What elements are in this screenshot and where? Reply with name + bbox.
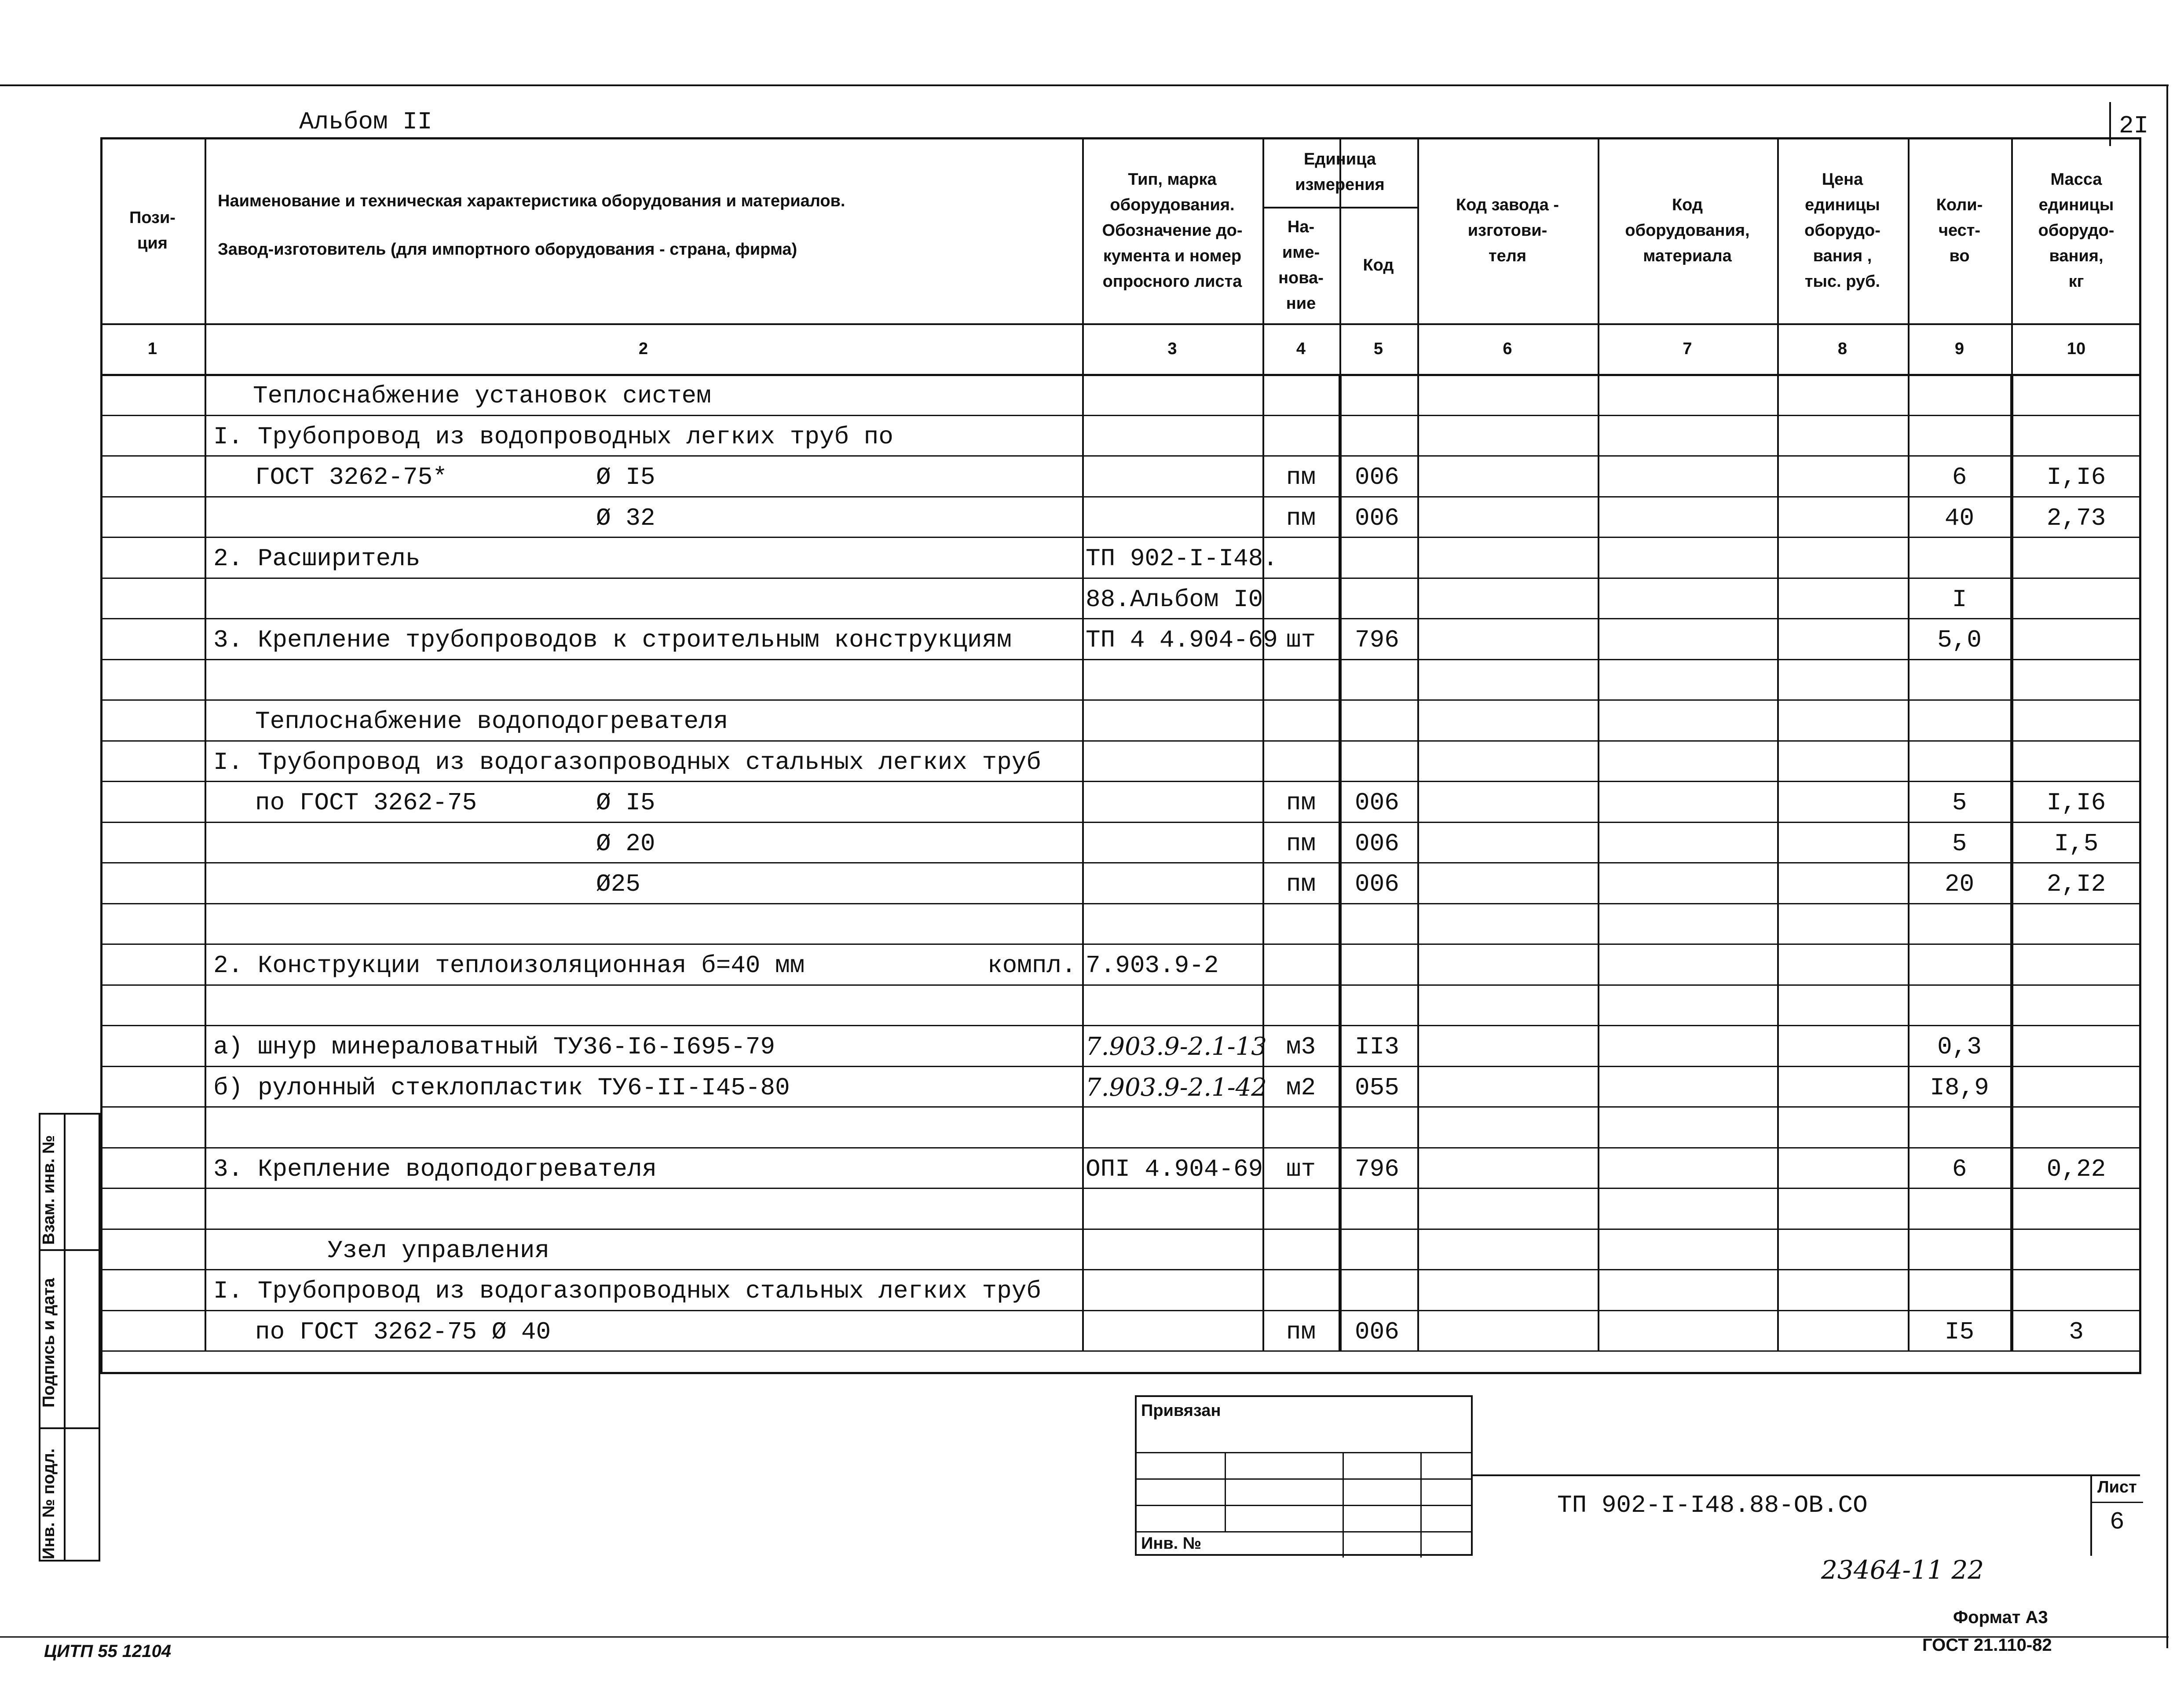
row-name: б) рулонный стеклопластик ТУ6-II-I45-80 bbox=[213, 1073, 790, 1102]
stamp-block bbox=[1135, 1395, 1473, 1556]
column-number-2: 2 bbox=[638, 339, 648, 358]
row-unit: м3 bbox=[1286, 1033, 1316, 1061]
sheet-box bbox=[2090, 1474, 2141, 1556]
header-quantity: Коли- чест- во bbox=[1936, 195, 1983, 265]
row-diameter: Ø I5 bbox=[596, 789, 655, 817]
header-position: Пози- ция bbox=[129, 208, 176, 252]
table-row bbox=[100, 659, 2141, 700]
row-mass: I,I6 bbox=[2046, 463, 2106, 491]
table-row bbox=[100, 1106, 2141, 1147]
column-number-6: 6 bbox=[1503, 339, 1512, 358]
row-unit-note: компл. bbox=[988, 951, 1076, 980]
header-unit-code: Код bbox=[1363, 256, 1394, 274]
row-type: ТП 902-I-I48. bbox=[1086, 545, 1278, 573]
row-code: 006 bbox=[1355, 504, 1399, 532]
page-corner-number: 2I bbox=[2119, 112, 2149, 140]
row-name: ГОСТ 3262-75* bbox=[255, 463, 447, 491]
side-label-inv: Инв. № подл. bbox=[40, 1448, 58, 1559]
row-quantity: I8,9 bbox=[1930, 1073, 1989, 1102]
row-name: Теплоснабжение водоподогревателя bbox=[255, 707, 728, 735]
row-unit: шт bbox=[1286, 626, 1316, 654]
row-type: ОПI 4.904-69 bbox=[1086, 1155, 1263, 1183]
table-row bbox=[100, 984, 2141, 1025]
album-label: Альбом II bbox=[299, 108, 432, 136]
sheet-label: Лист bbox=[2097, 1478, 2137, 1496]
row-code: 796 bbox=[1355, 1155, 1399, 1183]
gost-label: ГОСТ 21.110-82 bbox=[1922, 1635, 2052, 1655]
row-quantity: 5 bbox=[1952, 829, 1967, 858]
row-code: 006 bbox=[1355, 870, 1399, 898]
side-divider-2 bbox=[39, 1427, 100, 1429]
column-number-5: 5 bbox=[1373, 339, 1383, 358]
row-name: 2. Конструкции теплоизоляционная б=40 мм bbox=[213, 951, 805, 980]
row-code: 006 bbox=[1355, 1317, 1399, 1346]
column-number-7: 7 bbox=[1683, 339, 1692, 358]
row-mass: 0,22 bbox=[2046, 1155, 2106, 1183]
row-name: I. Трубопровод из водопроводных легких труб по bbox=[213, 422, 893, 451]
column-number-8: 8 bbox=[1837, 339, 1847, 358]
row-diameter: Ø25 bbox=[596, 870, 640, 898]
frame-top-line bbox=[0, 84, 2169, 86]
row-quantity: 20 bbox=[1944, 870, 1975, 898]
citp-label: ЦИТП 55 12104 bbox=[44, 1642, 172, 1661]
table-row bbox=[100, 862, 2141, 903]
header-mass: Масса единицы оборудо- вания, кг bbox=[2038, 170, 2114, 291]
row-name: 3. Крепление трубопроводов к строительным конструкциям bbox=[213, 626, 1012, 654]
header-type: Тип, марка оборудования. Обозначение до- кумента и номер опросного листа bbox=[1102, 170, 1243, 291]
row-unit: пм bbox=[1286, 789, 1316, 817]
row-mass: I,I6 bbox=[2046, 789, 2106, 817]
row-type: 88.Альбом I0 bbox=[1086, 585, 1263, 614]
header-factory-code: Код завода - изготови- теля bbox=[1456, 195, 1559, 265]
row-quantity: 5 bbox=[1952, 789, 1967, 817]
row-mass: 3 bbox=[2069, 1317, 2084, 1346]
row-quantity: 40 bbox=[1944, 504, 1975, 532]
sheet-number: 6 bbox=[2110, 1508, 2125, 1536]
frame-right-line bbox=[2166, 84, 2168, 1648]
row-unit: пм bbox=[1286, 504, 1316, 532]
row-unit: м2 bbox=[1286, 1073, 1316, 1102]
row-name: по ГОСТ 3262-75 bbox=[255, 789, 477, 817]
row-name: 2. Расширитель bbox=[213, 545, 421, 573]
row-line-24 bbox=[100, 1350, 2141, 1352]
stamp-inv-no: Инв. № bbox=[1141, 1534, 1202, 1553]
row-name: Узел управления bbox=[328, 1236, 550, 1265]
row-quantity: 5,0 bbox=[1937, 626, 1982, 654]
handwritten-number: 23464-11 22 bbox=[1821, 1555, 1984, 1585]
row-unit: шт bbox=[1286, 1155, 1316, 1183]
column-number-10: 10 bbox=[2067, 339, 2086, 358]
stamp-privyazan: Привязан bbox=[1141, 1401, 1221, 1420]
row-quantity: 6 bbox=[1952, 1155, 1967, 1183]
row-code: 006 bbox=[1355, 789, 1399, 817]
row-unit: пм bbox=[1286, 870, 1316, 898]
side-label-podpis: Подпись и дата bbox=[40, 1278, 58, 1408]
row-name: I. Трубопровод из водогазопроводных стальных легких труб bbox=[213, 748, 1041, 776]
row-mass: 2,73 bbox=[2046, 504, 2106, 532]
format-label: Формат А3 bbox=[1953, 1608, 2048, 1627]
stamp-title-line bbox=[1471, 1474, 2140, 1476]
row-unit: пм bbox=[1286, 463, 1316, 491]
row-type: 7.903.9-2 bbox=[1086, 951, 1219, 980]
header-unit: Единица измерения bbox=[1295, 150, 1385, 194]
row-code: 055 bbox=[1355, 1073, 1399, 1102]
table-row bbox=[100, 903, 2141, 944]
doc-code: ТП 902-I-I48.88-ОВ.СО bbox=[1557, 1491, 1868, 1519]
row-name: а) шнур минераловатный ТУ36-I6-I695-79 bbox=[213, 1033, 776, 1061]
table-row bbox=[100, 496, 2141, 537]
row-type: 7.903.9-2.1-42 bbox=[1086, 1073, 1267, 1102]
row-type: 7.903.9-2.1-13 bbox=[1086, 1032, 1267, 1061]
side-divider-1 bbox=[39, 1249, 100, 1251]
header-unit-name: На- име- нова- ние bbox=[1278, 217, 1324, 313]
column-number-1: 1 bbox=[147, 339, 157, 358]
row-unit: пм bbox=[1286, 829, 1316, 858]
table-row bbox=[100, 822, 2141, 863]
header-price: Цена единицы оборудо- вания , тыс. руб. bbox=[1804, 170, 1880, 291]
row-name: Теплоснабжение установок систем bbox=[253, 382, 711, 410]
row-quantity: 6 bbox=[1952, 463, 1967, 491]
header-equipment-code: Код оборудования, материала bbox=[1625, 195, 1750, 265]
row-name: 3. Крепление водоподогревателя bbox=[213, 1155, 657, 1183]
column-number-3: 3 bbox=[1167, 339, 1177, 358]
side-label-vzam: Взам. инв. № bbox=[40, 1135, 58, 1245]
row-name: I. Трубопровод из водогазопроводных стальных легких труб bbox=[213, 1277, 1041, 1305]
side-inner-line bbox=[64, 1113, 66, 1562]
column-number-9: 9 bbox=[1954, 339, 1965, 358]
row-mass: 2,I2 bbox=[2046, 870, 2106, 898]
frame-bottom-line bbox=[0, 1636, 2169, 1638]
row-quantity: 0,3 bbox=[1937, 1033, 1982, 1061]
row-quantity: I bbox=[1952, 585, 1967, 614]
row-mass: I,5 bbox=[2054, 829, 2099, 858]
table-row bbox=[100, 1188, 2141, 1229]
row-diameter: Ø I5 bbox=[596, 463, 655, 491]
header-name: Наименование и техническая характеристика оборудования и материалов. Завод-изготовитель (для импортного оборудования - страна, фирма) bbox=[218, 192, 845, 259]
row-diameter: Ø 20 bbox=[596, 829, 655, 858]
row-quantity: I5 bbox=[1944, 1317, 1975, 1346]
row-diameter: Ø 32 bbox=[596, 504, 655, 532]
row-name: по ГОСТ 3262-75 Ø 40 bbox=[255, 1317, 551, 1346]
row-type: ТП 4 4.904-69 bbox=[1086, 626, 1278, 654]
row-code: 006 bbox=[1355, 463, 1399, 491]
column-number-4: 4 bbox=[1296, 339, 1306, 358]
row-code: II3 bbox=[1355, 1033, 1399, 1061]
row-unit: пм bbox=[1286, 1317, 1316, 1346]
row-code: 006 bbox=[1355, 829, 1399, 858]
row-code: 796 bbox=[1355, 626, 1399, 654]
